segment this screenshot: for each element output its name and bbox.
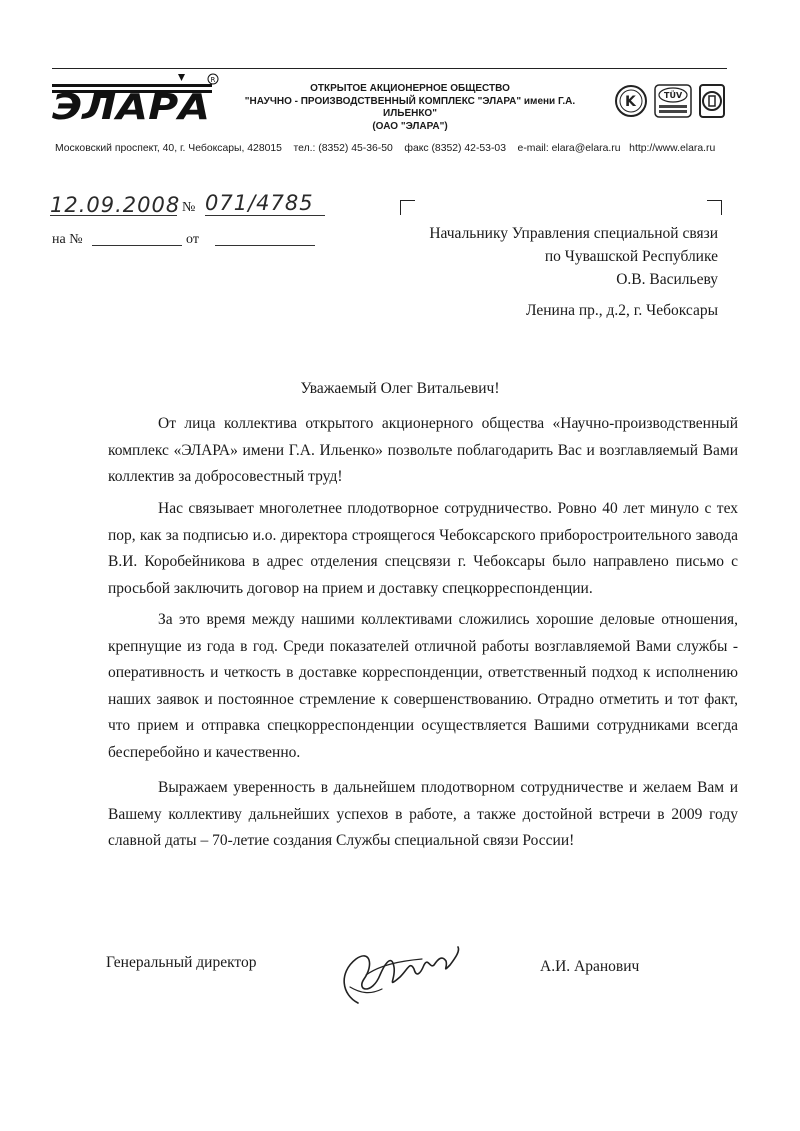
in-reply-to-label: на № [52, 232, 83, 247]
company-email: e-mail: elara@elara.ru [517, 143, 621, 154]
address-bracket-left [400, 200, 415, 215]
letter-date: 12.09.2008 [50, 193, 181, 217]
number-underline [205, 215, 325, 216]
organization-name [225, 83, 595, 133]
company-phone: тел.: (8352) 45-36-50 [293, 143, 393, 154]
quality-mark-k-icon [610, 83, 652, 119]
svg-text:K: K [625, 94, 636, 110]
org-line-3: (ОАО "ЭЛАРА") [372, 120, 448, 132]
org-line-2: "НАУЧНО - ПРОИЗВОДСТВЕННЫЙ КОМПЛЕКС "ЭЛАРА" имени Г.А. ИЛЬЕНКО" [244, 95, 576, 119]
addressee-line-1: Начальнику Управления специальной связи [429, 225, 718, 242]
addressee-line-3: О.В. Васильеву [616, 271, 718, 288]
logo-text: ЭЛАРА [52, 87, 210, 122]
company-website: http://www.elara.ru [629, 143, 716, 154]
svg-text:TÜV: TÜV [664, 91, 683, 100]
body-paragraph-4: Выражаем уверенность в дальнейшем плодотворном сотрудничестве и желаем Вам и Вашему коллективу дальнейших успехов в работе, а также достойной встречи в 2009 году славной даты – 70-летие создания Службы специальной связи России! [108, 779, 738, 849]
signatory-title: Генеральный директор [106, 954, 257, 971]
salutation: Уважаемый Олег Витальевич! [300, 380, 500, 397]
contacts-line [55, 143, 735, 154]
address-bracket-right [707, 200, 722, 215]
company-fax: факс (8352) 42-53-03 [404, 143, 506, 154]
elara-logo [50, 72, 220, 122]
svg-text:R: R [210, 76, 216, 84]
tuv-certificate-icon [652, 83, 694, 119]
addressee-line-2: по Чувашской Республике [544, 248, 718, 265]
number-label: № [182, 200, 196, 215]
signatory-name: А.И. Аранович [540, 958, 640, 975]
company-address: Московский проспект, 40, г. Чебоксары, 428015 [55, 143, 282, 154]
body-paragraph-2: Нас связывает многолетнее плодотворное сотрудничество. Ровно 40 лет минуло с тех пор, как за подписью и.о. директора строящегося Чебоксарского приборостроительного завода В.И. Коробейникова в адрес отделения спецсвязи г. Чебоксары было направлено письмо с просьбой заключить договор на прием и доставку спецкорреспонденции. [108, 500, 738, 597]
addressee-block [429, 222, 718, 291]
in-reply-to-line [92, 245, 182, 246]
certification-c-icon [697, 83, 727, 119]
org-line-1: ОТКРЫТОЕ АКЦИОНЕРНОЕ ОБЩЕСТВО [310, 83, 510, 94]
addressee-address: Ленина пр., д.2, г. Чебоксары [525, 302, 718, 319]
body-paragraph-1: От лица коллектива открытого акционерного общества «Научно-производственный комплекс «ЭЛАРА» имени Г.А. Ильенко» позвольте поблагодарить Вас и возглавляемый Вами коллектив за добросовестный труд! [108, 415, 738, 485]
letter-number: 071/4785 [205, 191, 314, 215]
body-paragraph-3: За это время между нашими коллективами сложились хорошие деловые отношения, крепнущие из года в год. Среди показателей отличной работы возглавляемой Вами службы - оперативность и четкость в доставке корреспонденции, ответственный подход к исполнению наших заявок и постоянное стремление к совершенствованию. Отрадно отметить и тот факт, что прием и отправка спецкорреспонденции осуществляется Вашими сотрудниками всегда бесперебойно и качественно. [108, 611, 738, 761]
from-date-line [215, 245, 315, 246]
letterhead-top-rule [52, 68, 727, 69]
handwritten-signature [330, 935, 470, 1010]
from-date-label: от [186, 232, 199, 247]
date-underline [50, 215, 177, 216]
